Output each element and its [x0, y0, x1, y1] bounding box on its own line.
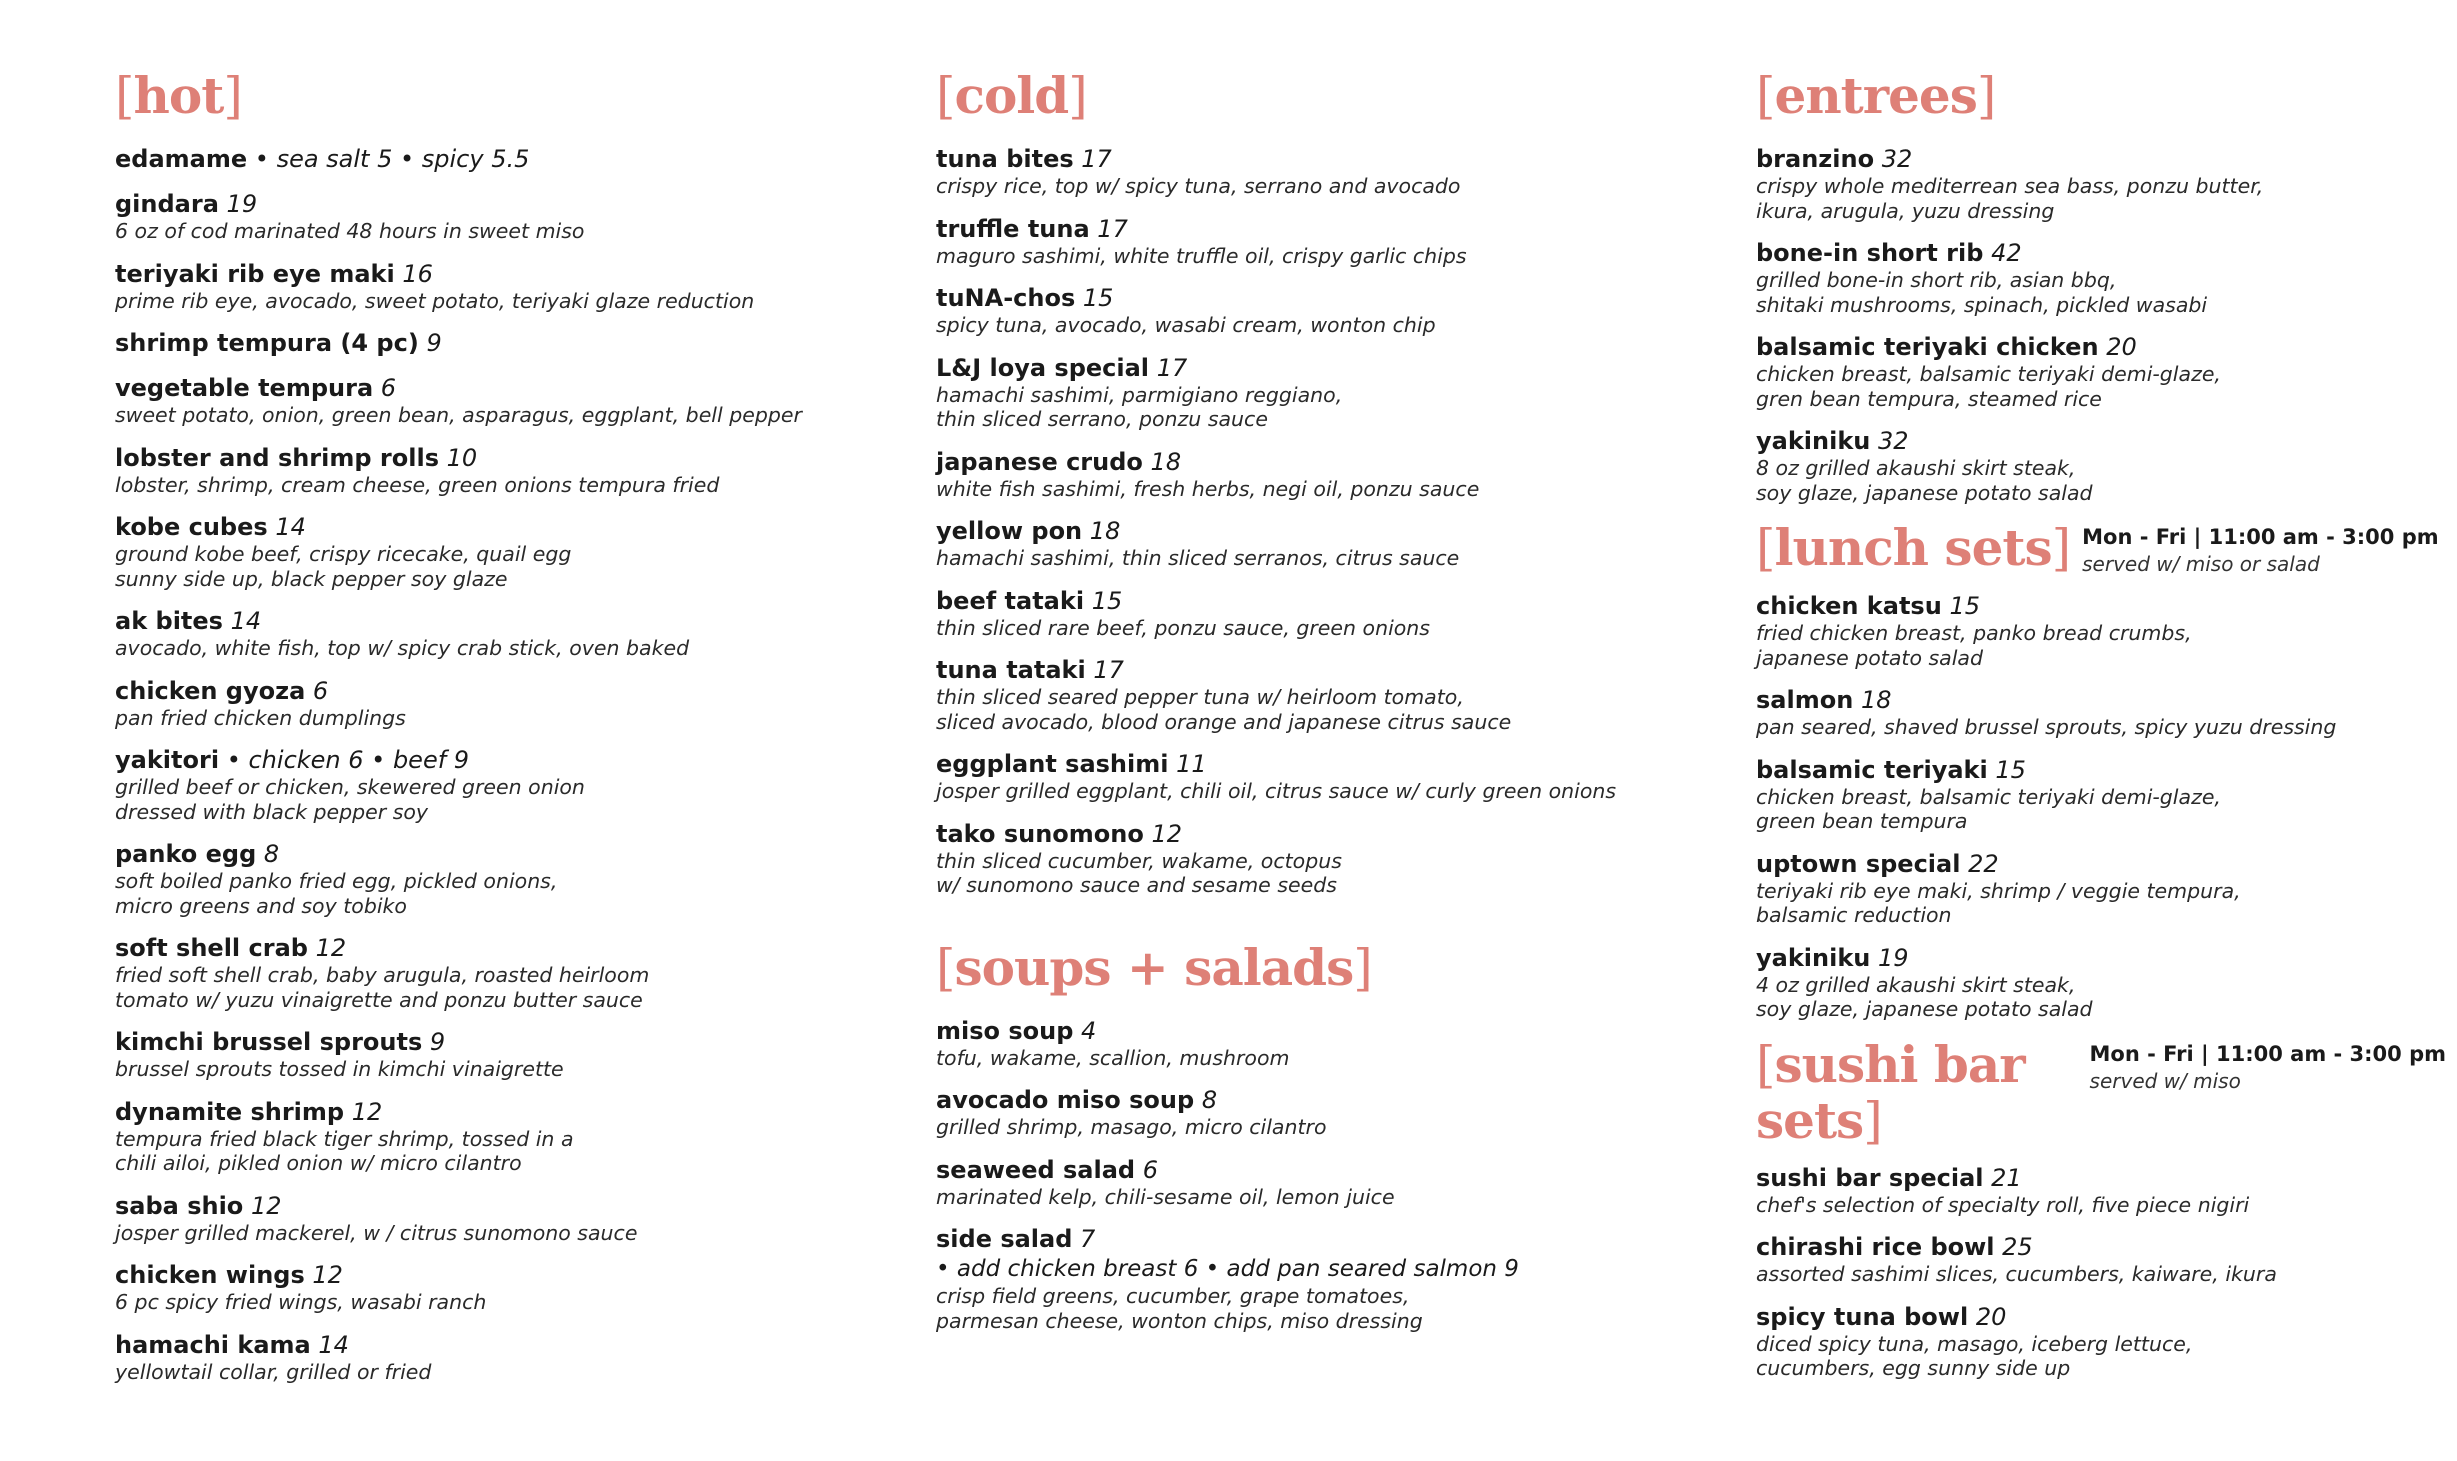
section-title-soups-salads: [soups + salads] — [936, 937, 1372, 997]
menu-item-price: 20 — [1975, 1302, 2007, 1331]
menu-item-price: 9 — [426, 329, 442, 357]
menu-item-heading — [936, 214, 1696, 244]
description-line: assorted sashimi slices, cucumbers, kaiware, ikura — [1756, 1262, 2277, 1286]
description-line: spicy tuna, avocado, wasabi cream, wonton chip — [936, 313, 1436, 337]
menu-item-heading — [1756, 332, 2446, 362]
menu-item-price: 16 — [402, 259, 433, 288]
menu-item-name: seaweed salad — [936, 1155, 1136, 1184]
menu-item — [936, 1155, 1696, 1210]
menu-item — [936, 1016, 1696, 1071]
description-line: dressed with black pepper soy — [115, 799, 429, 824]
menu-item-name: bone-in short rib — [1756, 239, 1984, 267]
menu-item — [1756, 332, 2446, 411]
description-line: prime rib eye, avocado, sweet potato, teriyaki glaze reduction — [115, 288, 755, 313]
menu-item-price: 12 — [351, 1097, 383, 1126]
menu-item-heading — [1756, 591, 2446, 621]
menu-item-heading — [115, 1260, 875, 1290]
menu-item-heading — [115, 189, 875, 219]
menu-item-description — [1756, 973, 2446, 1022]
menu-item-name: chicken katsu — [1756, 592, 1942, 620]
menu-item-heading — [115, 1330, 875, 1360]
menu-item-heading — [1756, 943, 2446, 973]
description-line: soy glaze, japanese potato salad — [1756, 480, 2093, 505]
lunch-item-list — [1756, 591, 2446, 1022]
menu-item-description — [936, 1284, 1696, 1333]
menu-item-heading — [115, 1191, 875, 1221]
description-line: thin sliced serrano, ponzu sauce — [936, 407, 1268, 431]
menu-item-name: dynamite shrimp — [115, 1097, 345, 1126]
description-line: green bean tempura — [1756, 809, 1968, 833]
menu-item — [1756, 238, 2446, 317]
menu-item — [1756, 685, 2446, 740]
menu-item-options: • sea salt 5 • spicy 5.5 — [254, 145, 530, 173]
menu-item-name: hamachi kama — [115, 1330, 311, 1359]
lunch-sets-header — [1756, 520, 2446, 577]
menu-item-heading — [115, 259, 875, 289]
description-line: chili ailoi, pikled onion w/ micro cilantro — [115, 1151, 522, 1175]
soups-item-list — [936, 1016, 1696, 1334]
menu-item-heading — [936, 353, 1696, 383]
menu-item-description — [1756, 1193, 2446, 1218]
description-line: chicken breast, balsamic teriyaki demi-glaze, — [1756, 784, 2221, 809]
menu-item-price: 17 — [1081, 145, 1112, 173]
menu-item-heading — [115, 328, 875, 358]
menu-item-heading — [1756, 849, 2446, 879]
description-line: marinated kelp, chili-sesame oil, lemon juice — [936, 1184, 1395, 1209]
menu-item-heading — [936, 1085, 1696, 1115]
menu-item — [1756, 1302, 2446, 1381]
menu-item — [1756, 943, 2446, 1022]
menu-item-name: truffle tuna — [936, 214, 1090, 243]
menu-item-price: 11 — [1176, 750, 1207, 778]
menu-item — [1756, 144, 2446, 223]
menu-item-description — [1756, 715, 2446, 740]
section-title-lunch-sets: [lunch sets] — [1756, 518, 2071, 577]
description-line: tempura fried black tiger shrimp, tossed in a — [115, 1126, 574, 1151]
menu-item-price: 15 — [1091, 586, 1123, 615]
menu-item-heading — [936, 283, 1696, 313]
menu-item — [936, 283, 1696, 338]
description-line: 4 oz grilled akaushi skirt steak, — [1756, 972, 2076, 997]
menu-item-description — [115, 775, 875, 824]
menu-item-description — [936, 616, 1696, 641]
menu-item-description — [115, 1057, 875, 1082]
menu-item-description — [1756, 621, 2446, 670]
menu-item-heading — [115, 373, 875, 403]
menu-item-description — [936, 685, 1696, 734]
menu-item-description — [1756, 456, 2446, 505]
menu-item-price: 15 — [1082, 284, 1114, 312]
description-line: brussel sprouts tossed in kimchi vinaigrette — [115, 1057, 564, 1081]
menu-item — [936, 586, 1696, 641]
description-line: parmesan cheese, wonton chips, miso dressing — [936, 1308, 1423, 1333]
menu-item-name: shrimp tempura (4 pc) — [115, 329, 419, 357]
menu-item-name: spicy tuna bowl — [1756, 1302, 1969, 1331]
menu-item-description — [1756, 1262, 2446, 1287]
menu-item-name: kimchi brussel sprouts — [115, 1028, 423, 1056]
menu-item — [1756, 755, 2446, 834]
menu-item-description — [936, 779, 1696, 804]
menu-item — [115, 1027, 875, 1082]
menu-item-name: edamame — [115, 145, 248, 173]
menu-item-name: chicken gyoza — [115, 676, 306, 705]
menu-item — [115, 259, 875, 314]
description-line: thin sliced rare beef, ponzu sauce, green onions — [936, 615, 1430, 640]
menu-item — [936, 447, 1696, 502]
menu-item-heading — [1756, 426, 2446, 456]
menu-item-price: 18 — [1860, 686, 1892, 714]
menu-item-description — [115, 289, 875, 314]
description-line: lobster, shrimp, cream cheese, green onions tempura fried — [115, 472, 720, 497]
sushi-bar-sets-served: served w/ miso — [2089, 1068, 2241, 1093]
menu-item-name: beef tataki — [936, 586, 1085, 615]
description-line: chicken breast, balsamic teriyaki demi-glaze, — [1756, 362, 2221, 386]
menu-item-name: balsamic teriyaki chicken — [1756, 333, 2099, 361]
description-line: grilled beef or chicken, skewered green onion — [115, 775, 585, 799]
menu-item-heading — [115, 1097, 875, 1127]
section-title-hot: [hot] — [115, 66, 242, 125]
menu-item-description — [936, 849, 1696, 898]
menu-item-heading — [936, 655, 1696, 685]
menu-item — [936, 655, 1696, 734]
menu-item — [1756, 1232, 2446, 1287]
description-line: sliced avocado, blood orange and japanese citrus sauce — [936, 709, 1512, 734]
menu-item-description — [1756, 1332, 2446, 1381]
description-line: pan fried chicken dumplings — [115, 705, 406, 730]
hot-item-list — [115, 144, 875, 1384]
menu-item — [115, 1330, 875, 1385]
menu-item-description — [115, 636, 875, 661]
menu-item — [115, 1260, 875, 1315]
description-line: grilled shrimp, masago, micro cilantro — [936, 1115, 1327, 1139]
menu-item-name: uptown special — [1756, 849, 1961, 878]
menu-item-name: sushi bar special — [1756, 1163, 1984, 1192]
menu-item-description — [936, 1046, 1696, 1071]
menu-item-price: 14 — [318, 1330, 349, 1359]
menu-item-name: yakitori — [115, 746, 220, 774]
menu-item-description — [115, 473, 875, 498]
menu-item — [115, 1097, 875, 1176]
menu-item-price: 8 — [1201, 1086, 1218, 1114]
menu-item-price: 14 — [230, 607, 262, 635]
entrees-item-list — [1756, 144, 2446, 505]
description-line: ground kobe beef, crispy ricecake, quail egg — [115, 542, 572, 566]
description-line: thin sliced cucumber, wakame, octopus — [936, 848, 1342, 873]
menu-item-description — [115, 869, 875, 918]
menu-item-heading — [936, 819, 1696, 849]
menu-item — [936, 516, 1696, 571]
menu-item-name: gindara — [115, 190, 219, 218]
menu-item-name: saba shio — [115, 1191, 244, 1220]
menu-item-description — [1756, 362, 2446, 411]
menu-item-heading — [936, 516, 1696, 546]
menu-item-heading — [115, 1027, 875, 1057]
menu-item-price: 20 — [2106, 333, 2137, 361]
menu-item-name: eggplant sashimi — [936, 750, 1169, 778]
menu-item-description — [936, 546, 1696, 571]
menu-item — [115, 189, 875, 244]
menu-item-name: salmon — [1756, 686, 1854, 714]
description-line: shitaki mushrooms, spinach, pickled wasabi — [1756, 292, 2208, 317]
entrees-column — [1756, 68, 2446, 1396]
menu-item — [115, 839, 875, 918]
menu-item-addons: • add chicken breast 6 • add pan seared salmon 9 — [936, 1256, 1519, 1282]
description-line: cucumbers, egg sunny side up — [1756, 1356, 2071, 1380]
menu-item-heading — [115, 839, 875, 869]
menu-item-heading — [115, 676, 875, 706]
menu-item-name: miso soup — [936, 1016, 1074, 1045]
menu-item-price: 9 — [429, 1028, 446, 1056]
description-line: japanese potato salad — [1756, 645, 1984, 670]
menu-item-name: balsamic teriyaki — [1756, 755, 1988, 784]
menu-item-name: teriyaki rib eye maki — [115, 259, 395, 288]
menu-item-name: avocado miso soup — [936, 1086, 1195, 1114]
menu-item-description — [936, 477, 1696, 502]
menu-item-name: L&J loya special — [936, 353, 1150, 382]
description-line: sunny side up, black pepper soy glaze — [115, 566, 508, 591]
description-line: crispy rice, top w/ spicy tuna, serrano and avocado — [936, 174, 1461, 198]
menu-item — [115, 328, 875, 358]
menu-item-description — [936, 383, 1696, 432]
description-line: 6 oz of cod marinated 48 hours in sweet miso — [115, 219, 585, 243]
menu-item-price: 19 — [226, 190, 258, 218]
menu-item-price: 21 — [1991, 1163, 2022, 1192]
menu-item-name: japanese crudo — [936, 447, 1143, 476]
description-line: yellowtail collar, grilled or fried — [115, 1359, 432, 1384]
menu-item-heading — [936, 1016, 1696, 1046]
description-line: maguro sashimi, white truffle oil, crispy garlic chips — [936, 243, 1467, 268]
menu-item-heading — [1756, 1302, 2446, 1332]
menu-item-price: 6 — [312, 676, 329, 705]
menu-item — [115, 676, 875, 731]
menu-item — [936, 353, 1696, 432]
menu-item-price: 12 — [312, 1261, 343, 1289]
description-line: avocado, white fish, top w/ spicy crab stick, oven baked — [115, 636, 690, 660]
description-line: diced spicy tuna, masago, iceberg lettuce, — [1756, 1331, 2193, 1356]
menu-item — [936, 749, 1696, 804]
description-line: tofu, wakame, scallion, mushroom — [936, 1045, 1290, 1070]
description-line: crispy whole mediterrean sea bass, ponzu butter, — [1756, 174, 2264, 198]
cold-column — [936, 68, 1696, 1348]
menu-item-description — [115, 1360, 875, 1385]
menu-item — [115, 443, 875, 498]
menu-item-price: 32 — [1881, 145, 1913, 173]
menu-item-name: kobe cubes — [115, 513, 268, 541]
menu-item-heading — [115, 933, 875, 963]
description-line: fried chicken breast, panko bread crumbs, — [1756, 621, 2192, 645]
description-line: fried soft shell crab, baby arugula, roasted heirloom — [115, 963, 650, 987]
description-line: tomato w/ yuzu vinaigrette and ponzu butter sauce — [115, 987, 643, 1012]
menu-item — [115, 606, 875, 661]
menu-item-heading — [1756, 685, 2446, 715]
menu-item-name: tuNA-chos — [936, 284, 1076, 312]
menu-item-description — [115, 1127, 875, 1176]
menu-item-heading — [115, 443, 875, 473]
menu-item-price: 18 — [1089, 517, 1121, 545]
menu-item-price: 10 — [446, 443, 478, 472]
menu-item-heading — [936, 447, 1696, 477]
menu-item-heading — [936, 144, 1696, 174]
menu-item-heading — [115, 745, 875, 775]
description-line: crisp field greens, cucumber, grape tomatoes, — [936, 1284, 1410, 1308]
menu-item-price: 15 — [1995, 755, 2026, 784]
description-line: josper grilled mackerel, w / citrus sunomono sauce — [115, 1220, 638, 1245]
menu-item-description — [936, 1115, 1696, 1140]
menu-item-heading — [936, 749, 1696, 779]
sushi-item-list — [1756, 1163, 2446, 1381]
menu-item-name: vegetable tempura — [115, 374, 374, 402]
menu-item — [115, 745, 875, 824]
menu-item-price: 17 — [1156, 353, 1188, 382]
menu-item-name: tuna tataki — [936, 656, 1086, 684]
menu-item-name: soft shell crab — [115, 934, 308, 962]
menu-item-price: 12 — [1151, 819, 1183, 848]
menu-item — [115, 373, 875, 428]
menu-item-name: chirashi rice bowl — [1756, 1233, 1995, 1261]
menu-item-description — [115, 219, 875, 244]
menu-item-name: lobster and shrimp rolls — [115, 443, 439, 472]
menu-item-price: 32 — [1878, 427, 1909, 455]
menu-item-name: ak bites — [115, 607, 223, 635]
menu-item-name: yakiniku — [1756, 427, 1871, 455]
menu-item-name: yakiniku — [1756, 943, 1871, 972]
description-line: balsamic reduction — [1756, 903, 1952, 927]
menu-item-price: 14 — [275, 513, 306, 541]
description-line: thin sliced seared pepper tuna w/ heirloom tomato, — [936, 685, 1464, 709]
menu-item-heading — [1756, 1232, 2446, 1262]
description-line: hamachi sashimi, thin sliced serranos, citrus sauce — [936, 546, 1460, 570]
menu-item-price: 22 — [1968, 849, 1999, 878]
menu-item-description — [1756, 174, 2446, 223]
menu-item — [115, 144, 875, 174]
menu-item-description — [115, 963, 875, 1012]
menu-item-description — [115, 542, 875, 591]
menu-item-description — [115, 403, 875, 428]
menu-item — [1756, 849, 2446, 928]
menu-item-heading — [1756, 238, 2446, 268]
menu-item-heading — [115, 512, 875, 542]
menu-item-price: 6 — [1142, 1155, 1159, 1184]
menu-item-name: side salad — [936, 1225, 1073, 1253]
description-line: ikura, arugula, yuzu dressing — [1756, 198, 2055, 223]
menu-item-heading — [115, 144, 875, 174]
description-line: teriyaki rib eye maki, shrimp / veggie tempura, — [1756, 878, 2241, 903]
menu-item-options: • chicken 6 • beef 9 — [226, 746, 470, 774]
menu-item — [936, 1085, 1696, 1140]
section-title-entrees: [entrees] — [1756, 66, 1996, 125]
description-line: soy glaze, japanese potato salad — [1756, 997, 2093, 1021]
description-line: sweet potato, onion, green bean, asparagus, eggplant, bell pepper — [115, 403, 802, 427]
menu-item-description — [936, 313, 1696, 338]
description-line: hamachi sashimi, parmigiano reggiano, — [936, 382, 1343, 407]
section-title-cold: [cold] — [936, 66, 1087, 125]
description-line: white fish sashimi, fresh herbs, negi oil, ponzu sauce — [936, 476, 1480, 501]
menu-item-heading — [1756, 1163, 2446, 1193]
sushi-bar-sets-header — [1756, 1034, 2446, 1150]
menu-item-heading — [115, 606, 875, 636]
menu-item-name: branzino — [1756, 145, 1875, 173]
description-line: josper grilled eggplant, chili oil, citrus sauce w/ curly green onions — [936, 779, 1617, 803]
menu-item — [115, 512, 875, 591]
menu-item-name: chicken wings — [115, 1261, 305, 1289]
menu-item — [936, 144, 1696, 199]
menu-item-price: 18 — [1150, 447, 1182, 476]
menu-item — [1756, 591, 2446, 670]
menu-item-heading — [1756, 144, 2446, 174]
description-line: grilled bone-in short rib, asian bbq, — [1756, 268, 2117, 292]
menu-item-price: 17 — [1093, 656, 1124, 684]
menu-item-price: 12 — [315, 934, 347, 962]
menu-item-price: 8 — [263, 840, 280, 868]
menu-item-description — [115, 706, 875, 731]
sushi-bar-sets-hours: Mon - Fri | 11:00 am - 3:00 pm — [2089, 1041, 2446, 1066]
menu-item-heading — [936, 1224, 1696, 1254]
section-title-sushi-bar-sets: [sushi bar sets] — [1756, 1034, 2025, 1150]
description-line: gren bean tempura, steamed rice — [1756, 386, 2102, 411]
hot-column — [115, 68, 875, 1399]
menu-item — [1756, 1163, 2446, 1218]
menu-item-description — [115, 1221, 875, 1246]
menu-item-description — [1756, 785, 2446, 834]
cold-item-list — [936, 144, 1696, 898]
menu-item-price: 4 — [1081, 1016, 1097, 1045]
menu-item-description — [1756, 268, 2446, 317]
menu-item-price: 6 — [380, 374, 397, 402]
menu-item-description — [936, 174, 1696, 199]
menu-item — [115, 933, 875, 1012]
menu-item — [936, 1224, 1696, 1333]
menu-item-description — [936, 244, 1696, 269]
sushi-bar-sets-note — [2090, 1041, 2446, 1094]
menu-item-heading — [936, 586, 1696, 616]
lunch-sets-served: served w/ miso or salad — [2082, 552, 2320, 576]
menu-item-heading — [936, 1155, 1696, 1185]
menu-item-description — [115, 1290, 875, 1315]
menu-item-price: 42 — [1991, 239, 2022, 267]
menu-item — [1756, 426, 2446, 505]
description-line: 8 oz grilled akaushi skirt steak, — [1756, 456, 2076, 480]
menu-item-name: panko egg — [115, 840, 257, 868]
menu-item-description — [1756, 879, 2446, 928]
menu-item-price: 19 — [1878, 943, 1909, 972]
menu-item-heading — [1756, 755, 2446, 785]
menu-item-price: 25 — [2002, 1233, 2033, 1261]
menu-item-price: 7 — [1080, 1225, 1096, 1253]
description-line: soft boiled panko fried egg, pickled onions, — [115, 869, 558, 893]
description-line: pan seared, shaved brussel sprouts, spicy yuzu dressing — [1756, 715, 2337, 739]
menu-item — [936, 214, 1696, 269]
menu-item-price: 17 — [1097, 214, 1128, 243]
lunch-sets-hours: Mon - Fri | 11:00 am - 3:00 pm — [2082, 525, 2439, 549]
lunch-sets-note — [2082, 524, 2438, 577]
menu-item — [115, 1191, 875, 1246]
menu-item-description — [936, 1185, 1696, 1210]
menu-item-price: 15 — [1949, 592, 1980, 620]
description-line: 6 pc spicy fried wings, wasabi ranch — [115, 1290, 487, 1314]
menu-item-name: yellow pon — [936, 517, 1083, 545]
menu-item-name: tuna bites — [936, 145, 1074, 173]
description-line: w/ sunomono sauce and sesame seeds — [936, 873, 1337, 897]
menu-item-price: 12 — [250, 1191, 282, 1220]
menu-item — [936, 819, 1696, 898]
description-line: chef's selection of specialty roll, five piece nigiri — [1756, 1192, 2250, 1217]
menu-item-name: tako sunomono — [936, 819, 1144, 848]
description-line: micro greens and soy tobiko — [115, 893, 407, 918]
